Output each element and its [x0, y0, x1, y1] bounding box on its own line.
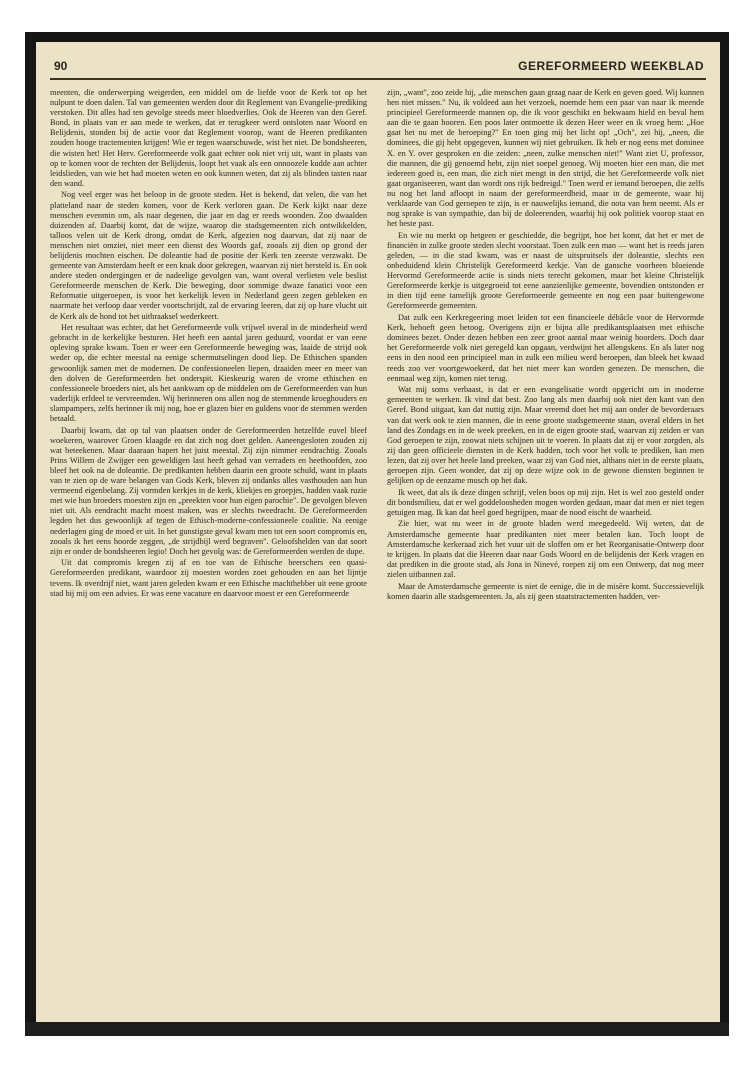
paragraph: Dat zulk een Kerkregeering moet leiden tot een financieele débâcle voor de Hervormde Kerk, behoeft geen betoog. Overigens zijn er bijna alle predikantsplaatsen met ethische dominees bezet. Onder dezen hebben een zeer groot aantal maar weinig hoorders. Doch daar het Gereformeerde volk niet geregeld kan opgaan, verdwijnt het allengskens. En als later nog eens in den nood een principieel man in zulk een milieu werd beroepen, dan bleek het kwaad reeds zoo ver voortgewoekerd, dat het niet meer kan worden genezen. De menschen, die eenmaal weg zijn, komen niet terug. — [387, 313, 704, 383]
magazine-page — [36, 42, 720, 1022]
paragraph: meenten, die onderwerping weigerden, een middel om de liefde voor de Kerk tot op het nulpunt te doen dalen. Tal van gemeenten werden door dit Reglement van Evangelie-prediking verstoken. Dit alles had ten gevolge steeds meer bloedverlies. Ook de Heeren van den Geref. Bond, in plaats van er aan mede te werken, dat er terugkeer werd ontsloten naar Woord en Belijdenis, stonden bij de actie voor dat Reglement voorop, want de Heeren predikanten zouden hooge tractementen krijgen! Wie er tegen waarschuwde, wist het niet. De bondsheeren, die wisten het! Het Herv. Gereformeerde volk gaat echter ook niet vrij uit, want in plaats van op te komen voor de rechten der Belijdenis, loopt het vaak als een onnoozele kudde aan achter leidslieden, van wie het had moeten weten en ook kunnen weten, dat zij als blinden tasten naar den wand. — [50, 88, 367, 188]
paragraph: Maar de Amsterdamsche gemeente is niet de eenige, die in de misère komt. Successievelijk komen daarin alle stadsgemeenten. Ja, als zij geen staatstractementen hadden, ver- — [387, 581, 704, 601]
running-title: GEREFORMEERD WEEKBLAD — [518, 59, 704, 73]
paragraph: Uit dat compromis kregen zij af en toe van de Ethische heerschers een quasi-Gereformeerden predikant, waardoor zij moesten worden zoet gehouden en aan het lijntje tevens. Ik overdrijf niet, want jaren geleden kwam er een Ethische machthebber uit eene groote stad bij mij om een advies. Er was eene vacature en daarvoor moest er een Gereformeerde — [50, 558, 367, 598]
scan-bottom-edge — [25, 1022, 729, 1036]
paragraph: Ik weet, dat als ik deze dingen schrijf, velen boos op mij zijn. Het is wel zoo gesteld onder dit bondsmilieu, dat er wel goddeloosheden mogen worden gedaan, maar dat men er niet tegen getuigen mag. Ik kan dat heel goed begrijpen, maar de nood eischt de waarheid. — [387, 487, 704, 517]
paragraph: zijn, „want", zoo zeide hij, „die menschen gaan graag naar de Kerk en geven goed. Wij kunnen hen niet missen." Nu, ik voldeed aan het verzoek, noemde hem een paar van naar ik meende principieel Gereformeerde mannen op, die ik voor geschikt en bekwaam hield en beval hem aan die te gaan hooren. Een poos later ontmoette ik dezen Heer weer en ik vroeg hem: „Hoe gaat het nu met de beroeping?" En toen ging mij het licht op! „Och", zei hij, „neen, die dominees, die gij hebt opgegeven, kunnen wij niet gebruiken. Ik heb er nog eens met dominee X. en Y. over gesproken en die zeiden: „neen, zulke menschen niet!" Want ziet U, professor, die mannen, die gij genoemd hebt, zijn niet soepel genoeg. Wij moeten hier een man, die met iedereen goed is, een man, die zich niet mengt in den strijd, die het Gereformeerde volk niet gaat organiseeren, want dan wordt ons rijk bedreigd." Toen werd er iemand beroepen, die zelfs nu nog het land afloopt in naam der gereformeerdheid, maar in de gemeente, waar hij verklaarde van God geroepen te zijn, is er nauwelijks iemand, die nota van hem neemt. Als er nog sprake is van sympathie, dan bij de doleerenden, waarbij hij ook politiek voorop staat en het beste past. — [387, 88, 704, 229]
page-number: 90 — [54, 59, 68, 73]
paragraph: Nog veel erger was het beloop in de groote steden. Het is bekend, dat velen, die van het platteland naar de steden komen, voor de Kerk verloren gaan. De Kerk kijkt naar deze menschen evenmin om, als naar degenen, die jaar en dag er reeds woonden. Zoo dwaalden duizenden af. Daarbij komt, dat de wijze, waarop die stadsgemeenten zich ontwikkelden, talloos velen uit de Kerk drong, omdat de Kerk, afgezien nog daarvan, dat zij naar de menschen niet omziet, niet meer een dienst des Woords gaf, zooals zij dien op grond der belijdenis mochten eischen. De doleantie had de positie der Kerk ten zeerste verzwakt. De gemeente van Amsterdam heeft er een knak door gekregen, waarvan zij niet hersteld is. En ook andere steden ondergingen er de nadeelige gevolgen van, want overal verlieten vele beslist Gereformeerde menschen de Kerk. Die beweging, door sommige dwaze fanatici voor een Reformatie uitgeroepen, is voor het kerkelijk leven in Nederland geen zegen gebleken en naarmate het verloop daar verder voortschrijdt, zal de ervaring leeren, dat zij op hare vlucht uit de Kerk als de hond tot het uitbraaksel wederkeert. — [50, 190, 367, 321]
paragraph: Wat mij soms verbaast, is dat er een evangelisatie wordt opgericht om in moderne gemeenten te werken. Ik vind dat best. Zoo lang als men daarbij ook niet den kant van den Geref. Bond uitgaat, kan dat nuttig zijn. Maar vreemd doet het mij aan onder de bevorderaars van dat werk ook te zien mannen, die in eene groote stadsgemeente staan, overal elders in het land des Zondags en in de week preeken, en in de eigen groote stad, waarvan zij zeiden er van God geroepen te zijn, zoowat niets schijnen uit te voeren. In plaats dat zij er voor zorgden, als zij dan geen officieele diensten in de Kerk hadden, toch voor het volk te prediken, kan men lezen, dat zij over het heele land preeken, waar zij van God niet, althans niet in de eerste plaats, geroepen zijn. Geen wonder, dat zij op deze wijze ook in de gewone diensten beginnen te gelijken op de eenzame musch op het dak. — [387, 385, 704, 486]
paragraph: Het resultaat was echter, dat het Gereformeerde volk vrijwel overal in de minderheid werd gebracht in de kerkelijke besturen. Het heeft een aantal jaren geduurd, voordat er van eene opleving sprake kwam. Toen er weer een Gereformeerde beweging was, laaide de strijd ook weder op, die echter meestal na eenige schermutselingen dood liep. De Ethischen spanden gewoonlijk samen met de modernen. De confessioneelen liepen, draaiden meer en meer van den dolven de Gereformeerden het onderspit. Kieskeurig waren de vrome ethischen en confessioneele broeders niet, als het aankwam op de middelen om de Gereformeerden van hun vaderlijk erfdeel te vervreemden. Wij herinneren ons allen nog de stemmende kroeghouders en slampampers, zelfs herinner ik mij nog, hoe er glazen bier en guldens voor de stemmen werden betaald. — [50, 323, 367, 423]
page-header — [50, 56, 706, 80]
left-column — [50, 88, 367, 1010]
paragraph: Daarbij kwam, dat op tal van plaatsen onder de Gereformeerden hetzelfde euvel bleef woekeren, waarover Groen klaagde en dat zich nog doet gelden. Aaneengesloten zouden zij wat beteekenen. Maar daaraan hapert het juist meestal. Zij zijn nimmer eendrachtig. Zooals Prins Willem de Zwijger een geweldigen last heeft gehad van verraders en heethoofden, zoo bleef het ook na de doleantie. De predikanten hebben daarin een groote schuld, want in plaats van te zien op de ware belangen van Gods Kerk, bleven zij ondanks alles vasthouden aan hun vermeend eigenbelang. Zij vormden kerkjes in de kerk, kliekjes en groepjes, hadden vaak ruzie met wie hun broeders moesten zijn en „preekten voor hun eigen parochie". De gevolgen bleven niet uit. Als eendracht macht moest maken, was er slechts tweedracht. De Gereformeerden legden het dus gewoonlijk af tegen de Ethisch-moderne-confessioneele coalitie. Na eenige nederlagen ging de moed er uit. In het gunstigste geval kwam men tot een soort compromis en, zooals ik het eens hoorde zeggen, „de strijdbijl werd begraven". Geloofshelden van dat soort zijn er onder de bondsheeren legio! Doch het gevolg was: de Gereformeerden werden de dupe. — [50, 425, 367, 556]
right-column — [387, 88, 704, 1010]
paragraph: En wie nu merkt op hetgeen er geschiedde, die begrijpt, hoe het komt, dat het er met de financiën in zulke groote steden slecht voorstaat. Toen zulk een man — want het is reeds jaren geleden, — in die stad kwam, was er naast de uitspruitsels der doleantie, slechts een onbeduidend klein Christelijk Gereformeerd kerkje. Van de gansche voorheen bloeiende Hervormd Gereformeerde actie is sinds niets terecht gekomen, maar het kleine Christelijk Gereformeerde kerkje is uitgegroeid tot eene aanzienlijke gemeente, bovendien ontstonden er in dien tijd eene tamelijk groote Gereformeerde gemeente en nog een paar buitengewone Gereformeerde gemeenten. — [387, 230, 704, 311]
paragraph: Zie hier, wat nu weer in de groote bladen werd meegedeeld. Wij weten, dat de Amsterdamsche gemeente haar predikanten niet meer betalen kan. Toch loopt de Amsterdamsche kerkeraad zich het vuur uit de sloffen om er het Reorganisatie-Ontwerp door te krijgen. In plaats dat die Heeren daar naar Gods Woord en de belijdenis der Kerk vragen en dat prediken in die groote stad, als Jona in Ninevé, roepen zij om een Ontwerp, dat nog meer zielen uitbannen zal. — [387, 519, 704, 579]
